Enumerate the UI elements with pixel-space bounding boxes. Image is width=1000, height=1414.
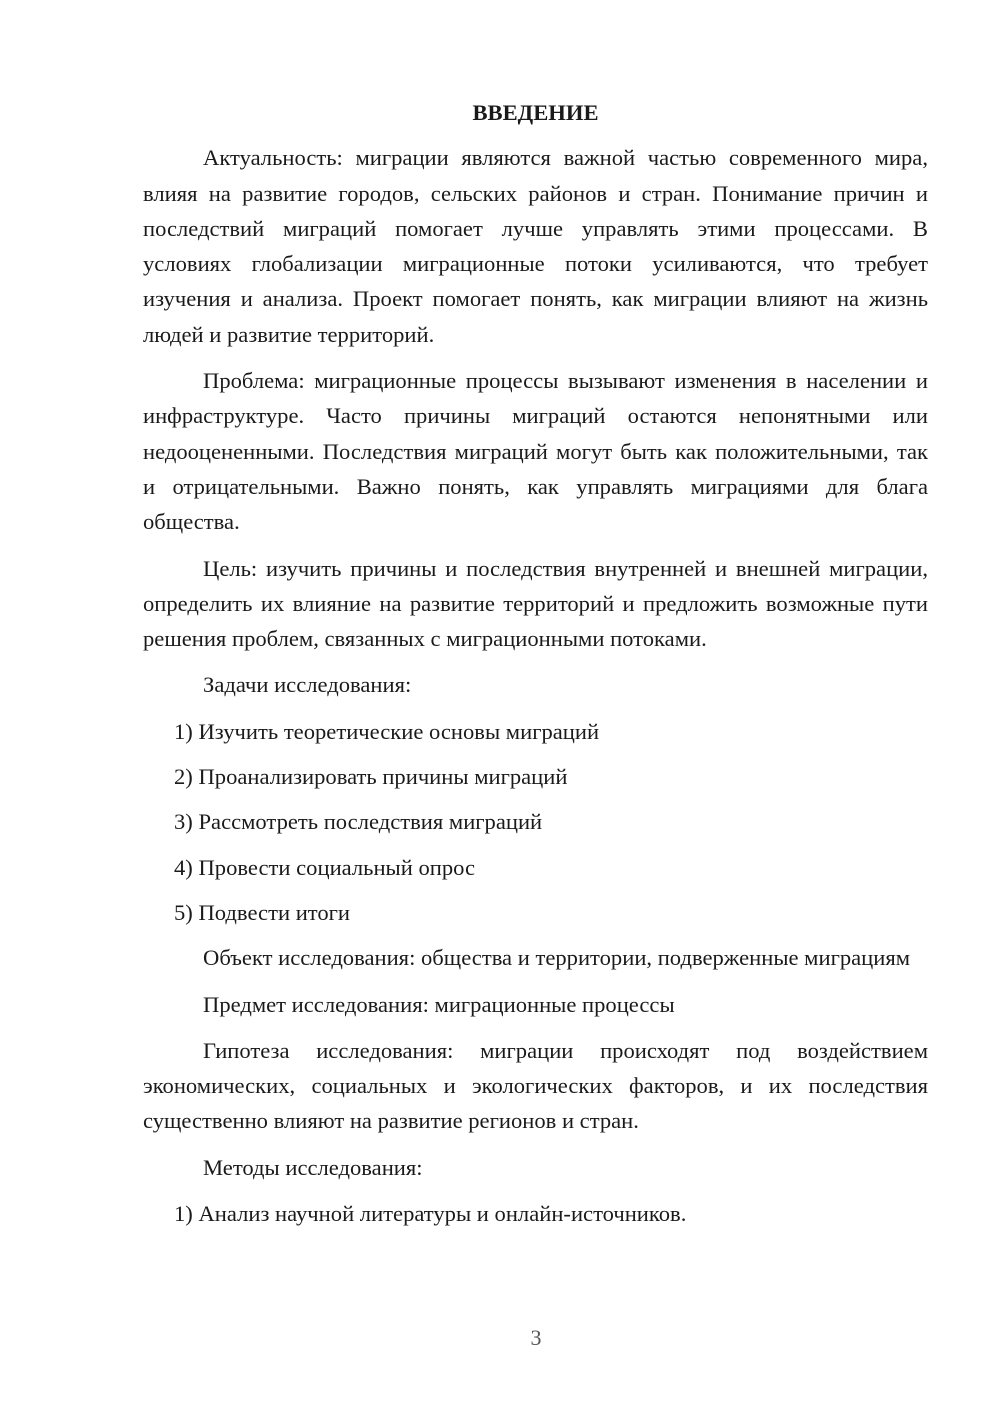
object-paragraph: Объект исследования: общества и территории, подверженные миграциям: [203, 945, 911, 971]
method-item-1: 1) Анализ научной литературы и онлайн-источников.: [174, 1201, 687, 1227]
actuality-paragraph: Актуальность: миграции являются важной частью современного мира, влияя на развитие городов, сельских районов и стран. Понимание причин и последствий миграций помогает лучше управлять этими процессами. В условиях глобализации миграционные потоки усиливаются, что требует изучения и анализа. Проект помогает понять, как миграции влияют на жизнь людей и развитие территорий.: [143, 145, 928, 347]
methods-label: Методы исследования:: [203, 1154, 423, 1180]
hypothesis-paragraph: Гипотеза исследования: миграции происходят под воздействием экономических, социальных и экологических факторов, и их последствия существенно влияют на развитие регионов и стран.: [143, 1037, 928, 1134]
subject-paragraph: Предмет исследования: миграционные процессы: [203, 991, 675, 1017]
task-item-3: 3) Рассмотреть последствия миграций: [174, 809, 543, 835]
task-item-4: 4) Провести социальный опрос: [174, 854, 476, 880]
section-title: ВВЕДЕНИЕ: [472, 100, 599, 125]
goal-paragraph: Цель: изучить причины и последствия внутренней и внешней миграции, определить их влияние на развитие территорий и предложить возможные пути решения проблем, связанных с миграционными потоками.: [143, 555, 928, 652]
page-number: 3: [530, 1325, 542, 1350]
tasks-label: Задачи исследования:: [203, 672, 412, 698]
task-item-1: 1) Изучить теоретические основы миграций: [174, 718, 600, 744]
task-item-5: 5) Подвести итоги: [174, 899, 351, 925]
page-content: [143, 95, 928, 1241]
task-item-2: 2) Проанализировать причины миграций: [174, 764, 568, 790]
problem-paragraph: Проблема: миграционные процессы вызывают изменения в населении и инфраструктуре. Часто причины миграций остаются непонятными или недооцененными. Последствия миграций могут быть как положительными, так и отрицательными. Важно понять, как управлять миграциями для блага общества.: [143, 368, 928, 535]
